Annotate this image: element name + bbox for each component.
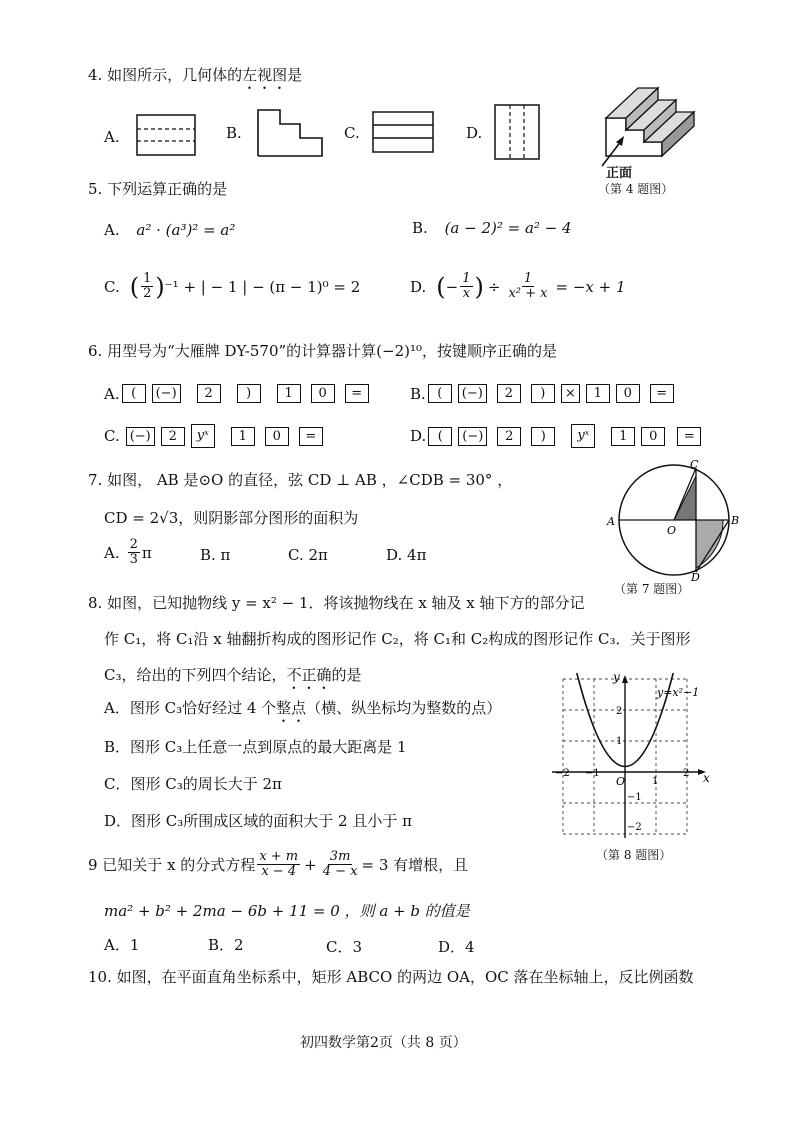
q6-c-key: 1 <box>231 427 255 446</box>
q7-point-c: C <box>690 458 699 471</box>
q8-graph-figure <box>552 672 722 840</box>
q6-d-key: = <box>677 427 701 446</box>
q6-d-key: ) <box>531 427 555 446</box>
q8-stem-line1: 8. 如图，已知抛物线 y = x² − 1．将该抛物线在 x 轴及 x 轴下方的部分记 <box>88 594 585 612</box>
q4-stem-post: 是 <box>287 66 303 84</box>
q6-a-key: 0 <box>311 384 335 403</box>
q8-y-tick: 1 <box>616 736 623 747</box>
q7-stem-line1: 7. 如图， AB 是⊙O 的直径，弦 CD ⊥ AB ，∠CDB = 30° ， <box>88 471 513 489</box>
q7-point-d: D <box>691 571 700 582</box>
q8-x-axis-label: x <box>703 771 710 785</box>
q9-stem-line1: 9 已知关于 x 的分式方程 $\frac{x + m}{x - 4}$ + $\frac{3m}{4 - x}$ = 3 有增根，且 <box>88 849 469 879</box>
q7-option-a-tail: π <box>141 543 152 562</box>
q8-stem3-pre: C₃，给出的下列四个结论， <box>104 666 287 684</box>
q6-a-key: (−) <box>152 384 181 403</box>
q6-option-d <box>410 424 707 448</box>
q4-option-d-label: D. <box>466 124 483 142</box>
q6-d-key: ( <box>428 427 452 446</box>
q6-option-d-label: D. <box>410 427 427 445</box>
q8-option-b: B．图形 C₃上任意一点到原点的最大距离是 1 <box>104 738 407 756</box>
q6-option-b <box>410 384 680 403</box>
q7-point-o: O <box>667 524 677 537</box>
q5-option-c: C. ( $\frac{1}{2}$ ) ⁻¹ + | − 1 | − (π − 1)⁰ = 2 <box>104 271 361 301</box>
q4-solid-figure <box>596 58 716 168</box>
q5-option-d-label: D. <box>410 277 427 296</box>
q4-figure-caption: （第 4 题图） <box>598 182 674 196</box>
q9-option-a: A．1 <box>104 936 140 954</box>
q7-option-a-num: 2 <box>129 537 138 552</box>
q5-option-d-fraction-2-num: 1 <box>523 271 533 286</box>
q5-option-b-expr: (a − 2)² = a² − 4 <box>444 219 572 237</box>
q6-d-key: 0 <box>641 427 665 446</box>
q5-option-c-fraction-den: 2 <box>143 286 152 301</box>
q4-stem-pre: 4. 如图所示，几何体的 <box>88 66 243 84</box>
q5-option-d-tail: = −x + 1 <box>555 277 626 296</box>
q6-b-key: ( <box>428 384 452 403</box>
q7-point-b: B <box>731 514 740 527</box>
q8-x-tick: −1 <box>585 768 600 779</box>
q9-stem-pre: 9 已知关于 x 的分式方程 <box>88 856 256 874</box>
q8-x-tick: −2 <box>555 768 570 779</box>
q8-function-label: y=x²−1 <box>657 686 700 699</box>
q9-fraction-2 <box>321 850 360 879</box>
q8-y-tick: 2 <box>616 706 623 717</box>
q4-option-d-figure <box>494 103 540 161</box>
q4-stem <box>88 64 302 93</box>
q6-b-key: ) <box>531 384 555 403</box>
q8-option-a-post: （横、纵坐标均为整数的点） <box>306 699 502 717</box>
q6-d-key: yˣ <box>571 424 595 448</box>
q6-option-b-label: B. <box>410 384 426 403</box>
q8-stem-line2: 作 C₁，将 C₁沿 x 轴翻折构成的图形记作 C₂，将 C₁和 C₂构成的图形记作 C₃．关于图形 <box>104 630 691 648</box>
q7-stem-line2: CD = 2√3，则阴影部分图形的面积为 <box>104 509 359 527</box>
q5-option-b-label: B. <box>412 219 428 237</box>
q7-figure-caption: （第 7 题图） <box>614 582 690 596</box>
q5-option-d-fraction-1 <box>460 272 472 301</box>
q6-b-key: 2 <box>497 384 521 403</box>
q9-fraction-1 <box>257 850 300 879</box>
q8-option-d: D．图形 C₃所围成区域的面积大于 2 且小于 π <box>104 812 412 830</box>
q9-option-d: D．4 <box>438 938 475 956</box>
q5-option-a-label: A. <box>104 221 120 239</box>
q7-option-c: C. 2π <box>288 546 328 564</box>
q4-stem-emphasis: 左视图 <box>242 66 288 84</box>
q5-option-a-expr: a² · (a³)² = a² <box>136 221 236 239</box>
q6-c-key: 0 <box>265 427 289 446</box>
q5-option-d-fraction-2 <box>506 272 549 301</box>
q10-stem: 10. 如图，在平面直角坐标系中，矩形 ABCO 的两边 OA，OC 落在坐标轴上，反比例函数 <box>88 968 694 986</box>
q7-option-a-den: 3 <box>129 552 138 567</box>
q6-c-key: 2 <box>161 427 185 446</box>
q6-d-key: (−) <box>458 427 487 446</box>
q8-stem-line3 <box>104 664 362 693</box>
page-footer: 初四数学第2页（共 8 页） <box>300 1035 467 1051</box>
q8-option-c: C．图形 C₃的周长大于 2π <box>104 775 282 793</box>
q4-option-b-figure <box>256 108 326 158</box>
q5-option-d-fraction-2-den: x² + x <box>508 286 548 301</box>
q8-origin-label: O <box>616 775 626 788</box>
q6-c-key: (−) <box>126 427 155 446</box>
q5-option-d-fraction-1-den: x <box>462 286 471 301</box>
q6-stem: 6. 用型号为“大雁牌 DY-570”的计算器计算(−2)¹⁰，按键顺序正确的是 <box>88 342 558 360</box>
q9-option-c: C．3 <box>326 938 363 956</box>
q4-option-c-figure <box>372 110 434 154</box>
q8-y-axis-label: y <box>613 672 620 684</box>
q6-c-key: yˣ <box>191 424 215 448</box>
q7-option-a-fraction <box>128 538 140 567</box>
q6-a-key: ) <box>237 384 261 403</box>
q8-stem3-post: 的是 <box>331 666 362 684</box>
q8-option-a <box>104 697 501 726</box>
q6-b-key: (−) <box>458 384 487 403</box>
q6-b-key: = <box>650 384 674 403</box>
q8-x-tick: 1 <box>652 776 659 787</box>
q8-stem3-emphasis: 不正确 <box>286 666 332 684</box>
q9-fraction-2-den: 4 − x <box>322 864 358 879</box>
q9-fraction-2-num: 3m <box>329 849 351 864</box>
q7-option-d: D. 4π <box>386 546 427 564</box>
q5-stem: 5. 下列运算正确的是 <box>88 180 228 198</box>
q8-figure-caption: （第 8 题图） <box>596 848 672 862</box>
q5-option-c-label: C. <box>104 277 120 296</box>
q7-option-a-label: A. <box>104 543 120 562</box>
q8-option-a-pre: A．图形 C₃恰好经过 4 个 <box>104 699 277 717</box>
q9-fraction-1-num: x + m <box>259 849 299 864</box>
q6-option-c-label: C. <box>104 427 120 445</box>
q5-option-a <box>104 221 235 239</box>
q5-option-c-expr: ⁻¹ + | − 1 | − (π − 1)⁰ = 2 <box>164 277 361 296</box>
q6-a-key: 2 <box>197 384 221 403</box>
q7-option-b: B. π <box>200 546 231 564</box>
q6-d-key: 1 <box>611 427 635 446</box>
q5-option-c-fraction-num: 1 <box>143 271 152 286</box>
q5-option-c-fraction <box>141 272 153 301</box>
q9-stem-line2: ma² + b² + 2ma − 6b + 11 = 0 ，则 a + b 的值是 <box>104 902 470 920</box>
q4-front-label: 正面 <box>606 166 633 181</box>
q7-circle-figure <box>604 458 744 582</box>
q6-a-key: ( <box>122 384 146 403</box>
q6-option-a-label: A. <box>104 384 120 403</box>
q8-x-tick: 2 <box>683 768 690 779</box>
q8-y-tick: −2 <box>627 822 642 833</box>
q7-option-a <box>104 538 152 567</box>
q4-option-b-label: B. <box>226 124 242 142</box>
q6-b-key: 0 <box>616 384 640 403</box>
q6-b-key: × <box>561 384 580 403</box>
q9-option-b: B．2 <box>208 936 244 954</box>
q5-option-d: D. ( − $\frac{1}{x}$ ) ÷ $\frac{1}{\text{x² + x}}$ = −x + 1 <box>410 271 626 301</box>
q6-a-key: 1 <box>277 384 301 403</box>
q9-stem-post: = 3 有增根，且 <box>361 856 469 874</box>
q6-b-key: 1 <box>586 384 610 403</box>
q6-option-a <box>104 384 375 403</box>
q7-point-a: A <box>607 515 615 528</box>
q4-option-a-label: A. <box>104 128 120 146</box>
q5-option-b <box>412 219 572 237</box>
q8-y-tick: −1 <box>627 792 642 803</box>
q8-option-a-emphasis: 整点 <box>276 699 307 717</box>
q6-c-key: = <box>299 427 323 446</box>
q9-fraction-1-den: x − 4 <box>261 864 297 879</box>
q6-d-key: 2 <box>497 427 521 446</box>
q5-option-d-fraction-1-num: 1 <box>462 271 471 286</box>
q4-option-c-label: C. <box>344 124 360 142</box>
q6-option-c <box>104 424 329 448</box>
q4-option-a-figure <box>136 113 196 157</box>
q6-a-key: = <box>345 384 369 403</box>
